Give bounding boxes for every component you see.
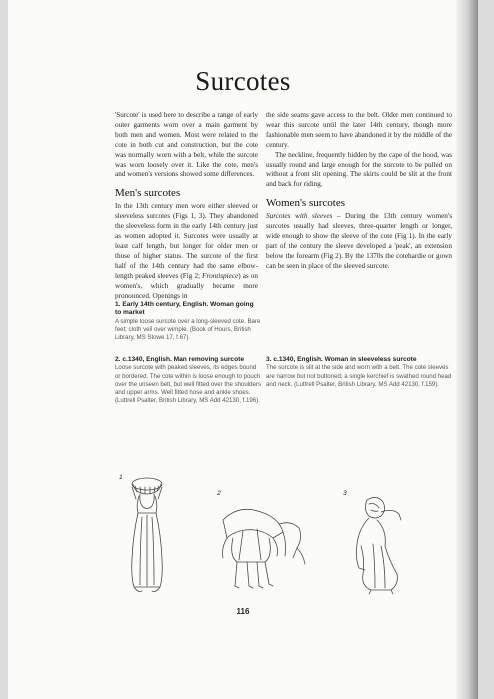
mens-text-end: ) as on women's, which gradually became more pronounced. Openings in	[115, 271, 258, 300]
mens-text: In the 13th century men wore either sleeved or sleeveless surcotes (Figs 1, 3). They abandoned the sleeveless form in the early 14th century just as women adopted it. Surcotes were usually at least calf length, but longer for older men or those of higher status. The surcote of the first half of the 14th century had the same elbow-length peaked sleeves (Fig 2;	[115, 202, 258, 280]
caption-1-heading: 1. Early 14th century, English. Woman going to market	[115, 301, 254, 317]
caption-figure-2	[115, 356, 261, 405]
book-page	[8, 0, 478, 699]
intro-paragraph: 'Surcote' is used here to describe a range of early outer garments worn over a main garment by both men and women. Most were related to the cote in both cut and construction, but the cote was normally worn with a belt, while the surcote was worn loosely over it. Like the cote, men's and women's versions showed some differences.	[115, 111, 258, 179]
womens-text: – During the 13th century women's surcotes usually had sleeves, three-quarter length or longer, wide enough to show the sleeve of the cote (Fig 1). In the early part of the century the sleeve developed a 'peak', an extension below the forearm (Fig 2). By the 1370s the cotehardie or gown can be seen in place of the sleeved surcote.	[266, 212, 452, 270]
sleeves-lead-in: Surcotes with sleeves	[266, 212, 333, 221]
page-title: Surcotes	[195, 66, 291, 96]
mens-surcotes-heading: Men's surcotes	[115, 187, 181, 200]
neckline-paragraph: The neckline, frequently hidden by the cape of the hood, was usually round and large enough for the surcote to be pulled on without a front slit opening. The skirts could be slit at the front and back for riding.	[266, 150, 452, 189]
page-fold-shadow	[456, 0, 478, 699]
caption-1-body: A simple loose surcote over a long-sleeved cote. Bare feet; cloth veil over wimple. (Book of Hours, British Library, MS Stowe 17, f.67).	[115, 317, 261, 341]
right-column	[266, 111, 452, 272]
caption-2-body: Loose surcote with peaked sleeves, its edges bound or bordered. The cote within is loose enough to pouch over the unseen belt, but well fitted over the shoulders and upper arms. Well fitted hose and ankle shoes. (Luttrell Psalter, British Library, MS Add 42130, f.196).	[115, 364, 262, 404]
page-number: 116	[236, 607, 250, 616]
left-column	[115, 111, 258, 301]
caption-3-heading: 3. c.1340, English. Woman in sleeveless surcote	[266, 356, 417, 363]
figure-1-number: 1	[119, 474, 123, 481]
figure-2-number: 2	[217, 490, 221, 497]
figure-1-woman-with-basket-illustration	[118, 475, 178, 597]
continued-paragraph: the side seams gave access to the belt. Older men continued to wear this surcote until the later 14th century, though more fashionable men seem to have abandoned it by the middle of the century.	[266, 111, 452, 149]
caption-figure-1	[115, 301, 261, 342]
figure-3-woman-sleeveless-surcote-illustration	[341, 494, 409, 598]
frontispiece-reference: Frontispiece	[202, 271, 239, 280]
caption-figure-3	[266, 356, 452, 389]
figure-3-number: 3	[343, 490, 347, 497]
caption-3-body: The surcote is slit at the side and worn with a belt. The cote sleeves are narrow but not buttoned; a single kerchief is swathed round head and neck. (Luttrell Psalter, British Library, MS Add 42130, f.159).	[266, 364, 452, 388]
womens-surcotes-paragraph	[266, 212, 452, 271]
figure-2-man-removing-surcote-illustration	[213, 498, 313, 593]
mens-surcotes-paragraph	[115, 202, 258, 301]
caption-2-heading: 2. c.1340, English. Man removing surcote	[115, 356, 244, 363]
womens-surcotes-heading: Women's surcotes	[266, 197, 345, 210]
